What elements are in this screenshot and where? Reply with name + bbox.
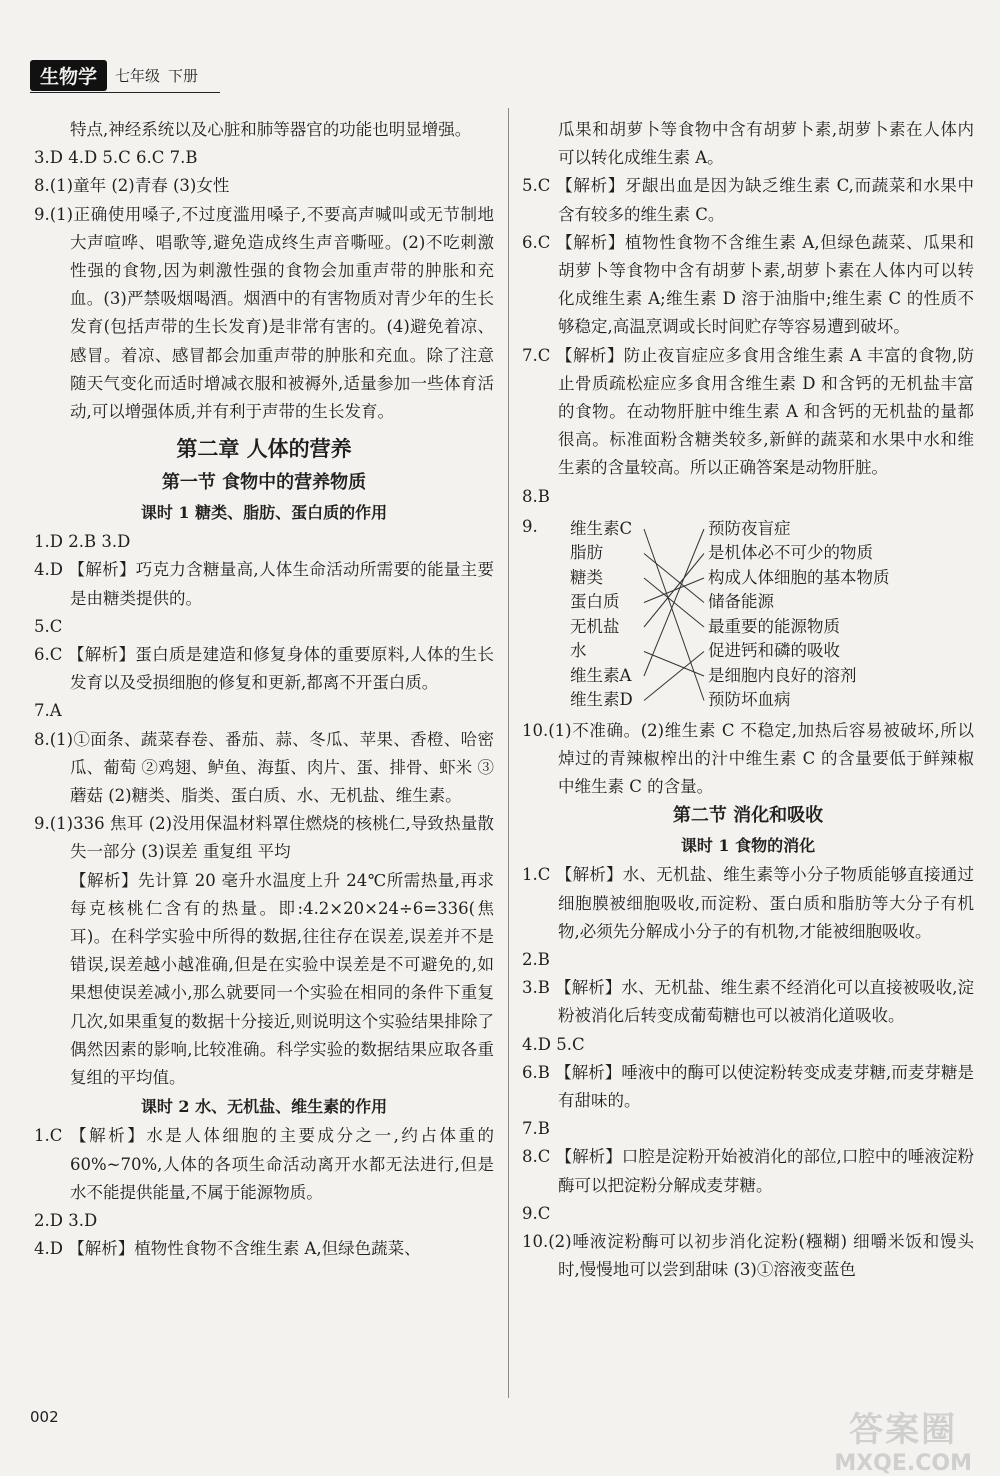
lesson-title: 课时 2 水、无机盐、维生素的作用 (140, 1097, 388, 1117)
answer-line: 6.C 【解析】蛋白质是建造和修复身体的重要原料,人体的生长发育以及受损细胞的修复和更新,都离不开蛋白质。 (34, 645, 494, 693)
answer-line: 1.C 【解析】水是人体细胞的主要成分之一,约占体重的 60%~70%,人体的各项生命活动离开水都无法进行,但是水不能提供能量,不属于能源物质。 (34, 1126, 494, 1202)
answer-line: 3.D 4.D 5.C 6.C 7.B (34, 148, 198, 168)
match-right-item: 预防夜盲症 (708, 518, 791, 538)
right-column (522, 116, 974, 1285)
answer-line: 2.D 3.D (34, 1210, 98, 1230)
answer-line: 10.(2)唾液淀粉酶可以初步消化淀粉(糨糊) 细嚼米饭和馒头时,慢慢地可以尝到甜味 (3)①溶液变蓝色 (522, 1232, 974, 1280)
answer-line: 6.C 【解析】植物性食物不含维生素 A,但绿色蔬菜、瓜果和胡萝卜等食物中含有胡萝卜素,胡萝卜素在人体内可以转化成维生素 A;维生素 D 溶于油脂中;维生素 C 的性质不够稳定,高温烹调或长时间贮存等容易遭到破坏。 (522, 232, 974, 337)
answer-line: 瓜果和胡萝卜等食物中含有胡萝卜素,胡萝卜素在人体内可以转化成维生素 A。 (558, 120, 974, 168)
answer-line: 4.D 【解析】巧克力含糖量高,人体生命活动所需要的能量主要是由糖类提供的。 (34, 560, 494, 608)
match-right-item: 促进钙和磷的吸收 (708, 641, 840, 661)
answer-line: 8.(1)童年 (2)青春 (3)女性 (34, 176, 230, 196)
answer-line: 9.(1)正确使用嗓子,不过度滥用嗓子,不要高声喊叫或无节制地大声喧哗、唱歌等,避免造成终生声音嘶哑。(2)不吃刺激性强的食物,因为刺激性强的食物会加重声带的肿胀和充血。(3)严禁吸烟喝酒。烟酒中的有害物质对青少年的生长发育(包括声带的生长发育)是非常有害的。(4)避免着凉、感冒。着凉、感冒都会加重声带的肿胀和充血。除了注意随天气变化而适时增减衣服和被褥外,适量参加一些体育活动,可以增强体质,并有利于声带的生长发育。 (34, 204, 494, 422)
match-line (644, 553, 704, 602)
match-right-item: 构成人体细胞的基本物质 (708, 567, 890, 587)
match-left-item: 无机盐 (570, 616, 620, 636)
answer-line: 2.B (522, 950, 550, 970)
answer-line: 10.(1)不准确。(2)维生素 C 不稳定,加热后容易被破坏,所以焯过的青辣椒榨出的汁中维生素 C 的含量要低于鲜辣椒中维生素 C 的含量。 (522, 720, 974, 797)
grade-label: 七年级 (115, 66, 161, 85)
lesson-title: 课时 1 食物的消化 (680, 836, 816, 856)
answer-line: 8.B (522, 486, 550, 506)
match-right-item: 储备能源 (708, 592, 774, 612)
question-number: 9. (522, 516, 538, 536)
match-right-item: 是机体必不可少的物质 (708, 543, 873, 563)
watermark-url: MXQE.COM (834, 1451, 972, 1476)
match-left-item: 维生素C (570, 518, 633, 538)
header-rule (30, 92, 220, 93)
analysis-text: 【解析】先计算 20 毫升水温度上升 24℃所需热量,再求每克核桃仁含有的热量。即:4.2×20×24÷6=336(焦耳)。在科学实验中所得的数据,往往存在误差,误差并不是错误,误差越小越准确,但是在实验中误差是不可避免的,如果想使误差减小,那么就要同一个实验在相同的条件下重复几次,如果重复的数据十分接近,则说明这个实验结果排除了偶然因素的影响,比较准确。科学实验的数据结果应取各重复组的平均值。 (70, 870, 494, 1088)
answer-line: 9.C (522, 1203, 551, 1223)
left-column (34, 116, 494, 1263)
volume-label: 下册 (168, 66, 199, 85)
answer-line: 3.B 【解析】水、无机盐、维生素不经消化可以直接被吸收,淀粉被消化后转变成葡萄糖也可以被消化道吸收。 (522, 978, 974, 1026)
match-left-item: 维生素D (570, 690, 633, 710)
match-left-item: 糖类 (570, 567, 603, 587)
column-divider (508, 108, 509, 1398)
answer-line: 特点,神经系统以及心脏和肺等器官的功能也明显增强。 (70, 120, 472, 139)
page-number: 002 (30, 1408, 59, 1426)
answer-line: 7.C 【解析】防止夜盲症应多食用含维生素 A 丰富的食物,防止骨质疏松症应多食用含维生素 D 和含钙的无机盐丰富的食物。在动物肝脏中维生素 A 和含钙的无机盐的量都很高。标准面粉含糖类较多,新鲜的蔬菜和水果中水和维生素的含量较高。所以正确答案是动物肝脏。 (522, 345, 974, 478)
answer-line: 4.D 5.C (522, 1034, 585, 1054)
answer-line: 8.C 【解析】口腔是淀粉开始被消化的部位,口腔中的唾液淀粉酶可以把淀粉分解成麦芽糖。 (522, 1147, 974, 1195)
match-left-item: 蛋白质 (570, 592, 620, 612)
watermark (834, 1402, 972, 1476)
match-left-item: 水 (570, 641, 587, 661)
answer-line: 5.C 【解析】牙龈出血是因为缺乏维生素 C,而蔬菜和水果中含有较多的维生素 C。 (522, 176, 974, 224)
answer-line: 9.(1)336 焦耳 (2)没用保温材料罩住燃烧的核桃仁,导致热量散失一部分 (3)误差 重复组 平均 (34, 814, 494, 862)
answer-line: 1.D 2.B 3.D (34, 532, 131, 552)
match-right-item: 最重要的能源物质 (708, 616, 840, 636)
answer-line: 1.C 【解析】水、无机盐、维生素等小分子物质能够直接通过细胞膜被细胞吸收,而淀粉、蛋白质和脂肪等大分子有机物,必须先分解成小分子的有机物,才能被细胞吸收。 (522, 865, 974, 941)
chapter-title: 第二章 人体的营养 (176, 436, 352, 462)
matching-diagram (522, 513, 974, 713)
answer-line: 4.D 【解析】植物性食物不含维生素 A,但绿色蔬菜、 (34, 1239, 421, 1259)
answer-line: 7.A (34, 701, 62, 721)
running-header (30, 60, 198, 90)
answer-line: 5.C (34, 616, 63, 636)
section-title: 第二节 消化和吸收 (672, 805, 824, 827)
match-left-item: 维生素A (570, 665, 632, 685)
section-title: 第一节 食物中的营养物质 (161, 472, 367, 494)
match-line (644, 529, 704, 676)
lesson-title: 课时 1 糖类、脂肪、蛋白质的作用 (140, 503, 388, 523)
match-right-item: 预防坏血病 (708, 690, 791, 710)
answer-line: 8.(1)①面条、蔬菜春卷、番茄、蒜、冬瓜、苹果、香橙、哈密瓜、葡萄 ②鸡翅、鲈鱼、海蜇、肉片、蛋、排骨、虾米 ③蘑菇 (2)糖类、脂类、蛋白质、水、无机盐、维生素。 (34, 729, 494, 806)
match-left-item: 脂肪 (570, 543, 603, 563)
subject-badge: 生物学 (30, 60, 107, 91)
answer-line: 7.B (522, 1119, 550, 1139)
answer-line: 6.B 【解析】唾液中的酶可以使淀粉转变成麦芽糖,而麦芽糖是有甜味的。 (522, 1062, 974, 1111)
match-line (644, 529, 704, 701)
watermark-logo: 答案圈 (849, 1410, 958, 1450)
match-right-item: 是细胞内良好的溶剂 (708, 665, 857, 685)
